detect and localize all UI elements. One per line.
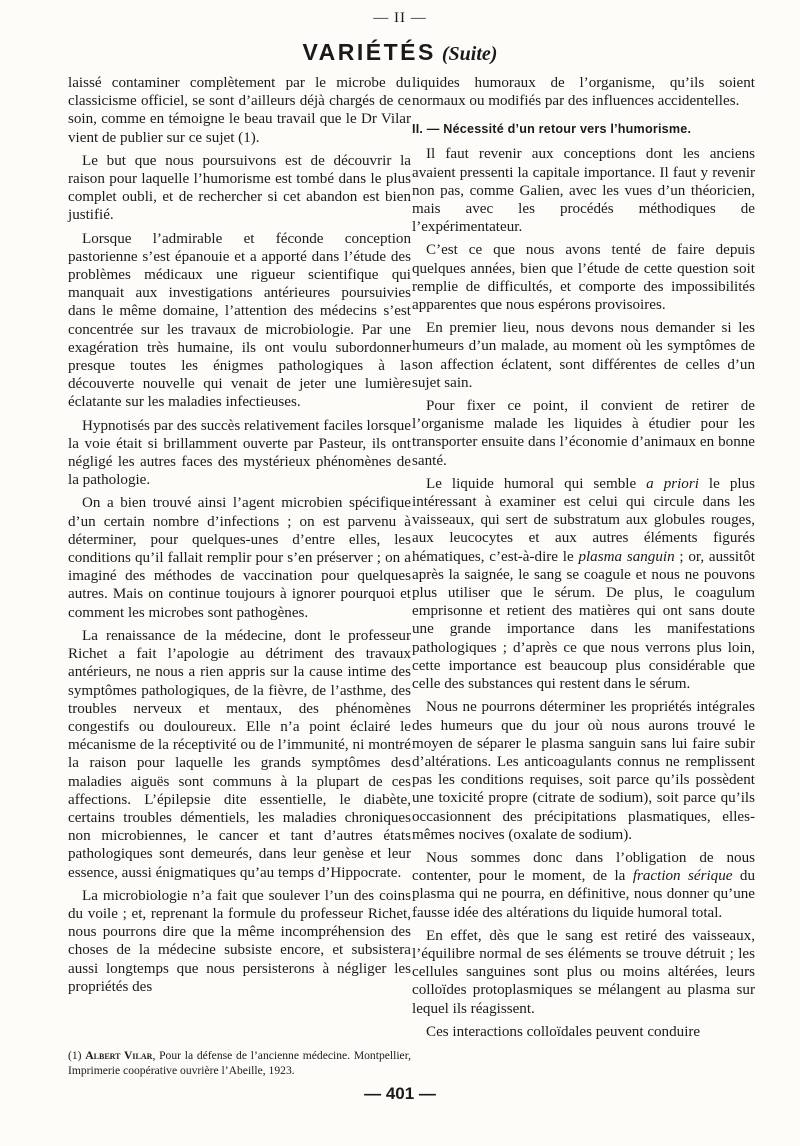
paragraph: En premier lieu, nous devons nous demander si les humeurs d’un malade, au moment où les symptômes de son affection éclatent, sont différentes de celles d’un sujet sain. — [412, 320, 755, 391]
footnote — [68, 1049, 411, 1078]
italic-run: plasma sanguin — [578, 548, 675, 565]
section-heading: II. — Nécessité d’un retour vers l’humorisme. — [412, 122, 692, 137]
paragraph: Hypnotisés par des succès relativement faciles lorsque la voie était si brillamment ouverte par Pasteur, ils ont négligé les autres faces des mystérieux phénomènes de la pathologie. — [68, 417, 411, 489]
paragraph: C’est ce que nous avons tenté de faire depuis quelques années, bien que l’étude de cette question soit remplie de difficultés, et comporte des impossibilités apparentes que nous espérons provisoires. — [412, 242, 755, 314]
footnote-text: , Pour la défense de l’ancienne médecine. Montpellier, Imprimerie coopérative ouvrière l’Abeille, 1923. — [68, 1049, 411, 1077]
text-run: Nous sommes donc dans l’obligation de nous contenter, pour le moment, de la — [412, 849, 755, 885]
footnote-author: Albert Vilar — [85, 1049, 153, 1062]
section-subtitle: (Suite) — [441, 43, 498, 65]
paragraph — [412, 475, 755, 693]
italic-run: fraction sérique — [632, 868, 733, 885]
paragraph: Ces interactions colloïdales peuvent conduire — [426, 1023, 701, 1040]
paragraph: liquides humoraux de l’organisme, qu’ils soient normaux ou modifiés par des influences accidentelles. — [412, 75, 755, 110]
paragraph: La microbiologie n’a fait que soulever l’un des coins du voile ; et, reprenant la formule du professeur Richet, nous pourrons dire que la même incompréhension des choses de la médecine subsiste encore, et subsistera aussi longtemps que nous persisterons à négliger les propriétés des — [68, 887, 411, 995]
page-number-bottom: — 401 — — [364, 1084, 436, 1103]
paragraph: En effet, dès que le sang est retiré des vaisseaux, l’équilibre normal de ses éléments se trouve détruit ; les cellules sanguines sont plus ou moins altérées, leurs colloïdes protoplasmiques se mélangent au plasma sur lequel ils réagissent. — [412, 927, 755, 1017]
left-column — [68, 74, 411, 1001]
paragraph: Nous ne pourrons déterminer les propriétés intégrales des humeurs que du jour où nous aurons trouvé le moyen de séparer le plasma sanguin sans lui faire subir d’altérations. Les anticoagulants connus ne remplissent pas les conditions requises, soit parce qu’ils possèdent une toxicité propre (citrate de sodium), soit parce qu’ils occasionnent des précipitations plasmatiques, elles-mêmes nocives (oxalate de sodium). — [412, 699, 755, 843]
paragraph: Pour fixer ce point, il convient de retirer de l’organisme malade les liquides à étudier pour les transporter ensuite dans l’économie d’animaux en bonne santé. — [412, 398, 755, 469]
paragraph: laissé contaminer complètement par le microbe du classicisme officiel, se sont d’ailleurs déjà chargés de ce soin, comme en témoigne le beau travail que le Dr Vilar vient de publier sur ce sujet (1). — [68, 75, 411, 146]
paragraph: On a bien trouvé ainsi l’agent microbien spécifique d’un certain nombre d’infections ; on est parvenu à déterminer, pour quelques-unes d’entre elles, les conditions qu’il fallait remplir pour s’en préserver ; on a imaginé des méthodes de vaccination pour quelques autres. Mais on continue toujours à ignorer pourquoi et comment les microbes sont pathogènes. — [68, 495, 411, 621]
paragraph: Lorsque l’admirable et féconde conception pastorienne s’est épanouie et a apporté dans l’étude des problèmes médicaux une rigueur scientifique qui manquait aux investigations antérieures poursuivies dans le même domaine, l’attention des médecins s’est concentrée sur les travaux de microbiologie. Par une exagération très humaine, ils ont voulu subordonner presque toutes les énigmes pathologiques à la découverte nouvelle qui venait de jeter une lumière éclatante sur les maladies infectieuses. — [68, 230, 411, 411]
italic-run: a priori — [646, 475, 699, 492]
footnote-marker: (1) — [68, 1049, 82, 1062]
section-title: VARIÉTÉS — [302, 39, 436, 65]
text-run: du plasma qui ne pourra, en définitive, nous donner qu’une fausse idée des altérations du liquide humoral total. — [412, 868, 755, 921]
page-number-top: — II — — [373, 10, 427, 26]
paragraph: Le but que nous poursuivons est de découvrir la raison pour laquelle l’humorisme est tombé dans le plus complet oubli, et de rechercher si cet abandon est bien justifié. — [68, 152, 411, 224]
text-run: Le liquide humoral qui semble — [426, 475, 647, 492]
paragraph — [412, 849, 755, 922]
text-run: ; or, aussitôt après la saignée, le sang se coagule et nous ne pouvons plus utiliser que le sérum. De plus, le coagulum emprisonne et retient des matières qui ont sans doute une grande importance dans les manifestations pathologiques ; d’après ce que nous verrons plus loin, cette importance est beaucoup plus considérable que celle des substances qui restent dans le sérum. — [412, 548, 755, 693]
right-column — [412, 74, 755, 1046]
page-header — [0, 38, 800, 70]
text-run: le plus intéressant à examiner est celui qui circule dans les vaisseaux, qui sert de substratum aux globules rouges, aux leucocytes et aux autres éléments figurés hématiques, c’est-à-dire le — [412, 475, 755, 565]
paragraph: Il faut revenir aux conceptions dont les anciens avaient pressenti la capitale importance. Il faut y revenir non pas, comme Galien, avec les vues d’un théoricien, mais avec les procédés méthodiques de l’expérimentateur. — [412, 146, 755, 236]
paragraph: La renaissance de la médecine, dont le professeur Richet a fait l’apologie au détriment des travaux antérieurs, ne nous a rien appris sur la cause intime des symptômes pathologiques, de la fièvre, de l’asthme, des troubles nerveux et mentaux, des phénomènes congestifs ou douloureux. Elle n’a point éclairé le mécanisme de la réceptivité ou de l’immunité, ni montré la raison pour laquelle les grands symptômes des maladies aiguës sont communs à la plupart de ces affections. L’épilepsie dite essentielle, le diabète, certains troubles démentiels, les maladies chroniques non microbiennes, le cancer et tant d’autres états pathologiques sont demeurés, dans leur genèse et leur essence, aussi énigmatiques qu’au temps d’Hippocrate. — [68, 627, 411, 881]
